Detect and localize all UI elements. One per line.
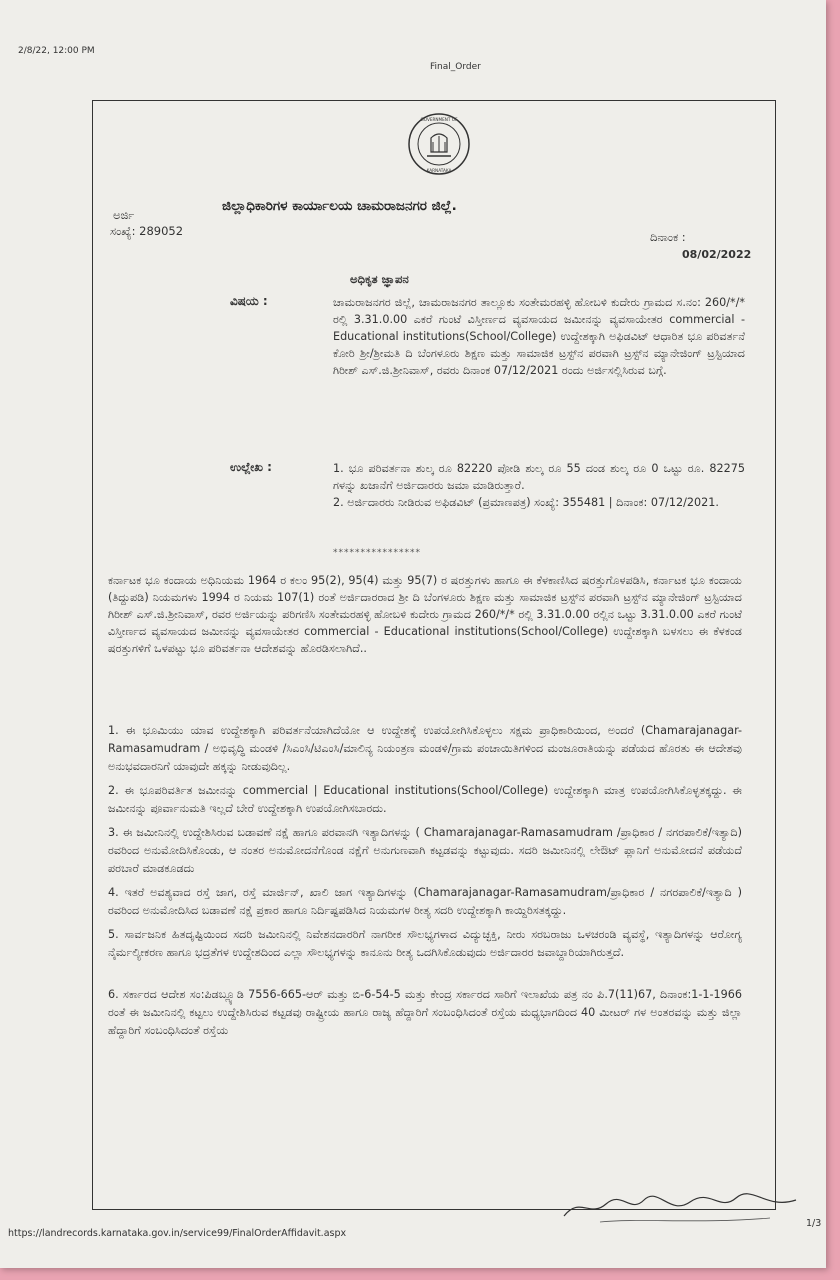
reference-line-2: 2. ಅರ್ಜಿದಾರರು ನೀಡಿರುವ ಅಫಿಡವಿಟ್ (ಪ್ರಮಾಣಪತ್ರ) ಸಂಖ್ಯೆ: 355481 | ದಿನಾಂಕ: 07/12/2021. xyxy=(333,496,719,509)
reference-line-1: 1. ಭೂ ಪರಿವರ್ತನಾ ಶುಲ್ಕ ರೂ 82220 ಪೋಡಿ ಶುಲ್ಕ ರೂ 55 ದಂಡ ಶುಲ್ಕ ರೂ 0 ಒಟ್ಟು ರೂ. 82275 ಗಳನ್ನು ಖಜಾನೆಗೆ ಅರ್ಜಿದಾರರು ಜಮಾ ಮಾಡಿರುತ್ತಾರೆ. xyxy=(333,462,745,492)
separator: **************** xyxy=(333,548,421,558)
print-title: Final_Order xyxy=(430,62,481,72)
application-label: ಅರ್ಜಿ xyxy=(113,208,135,222)
date-label: ದಿನಾಂಕ : xyxy=(650,230,686,244)
date-value: 08/02/2022 xyxy=(682,248,752,261)
application-number-row xyxy=(110,224,183,239)
condition-2: 2. ಈ ಭೂಪರಿವರ್ತಿತ ಜಮೀನನ್ನು commercial | Educational institutions(School/College) ಉದ್ದೇಶಕ್ಕಾಗಿ ಮಾತ್ರ ಉಪಯೋಗಿಸಿಕೊಳ್ಳತಕ್ಕದ್ದು. ಈ ಜಮೀನನ್ನು ಪೂರ್ವಾನುಮತಿ ಇಲ್ಲದೆ ಬೇರೆ ಉದ್ದೇಶಕ್ಕಾಗಿ ಉಪಯೋಗಿಸಬಾರದು. xyxy=(108,784,742,815)
application-number-label: ಸಂಖ್ಯೆ: xyxy=(110,224,136,238)
condition-6: 6. ಸರ್ಕಾರದ ಆದೇಶ ಸಂ:ಪಿಡಬ್ಲ್ಯೂಡಿ 7556-665-ಆರ್ ಮತ್ತು ಬಿ-6-54-5 ಮತ್ತು ಕೇಂದ್ರ ಸರ್ಕಾರದ ಸಾರಿಗೆ ಇಲಾಖೆಯ ಪತ್ರ ನಂ ಪಿ.7(11)67, ದಿನಾಂಕ:1-1-1966 ರಂತೆ ಈ ಜಮೀನಿನಲ್ಲಿ ಕಟ್ಟಲು ಉದ್ದೇಶಿಸಿರುವ ಕಟ್ಟಡವು ರಾಷ್ಟ್ರೀಯ ಹಾಗೂ ರಾಜ್ಯ ಹೆದ್ದಾರಿಗೆ ಸಂಬಂಧಿಸಿದಂತೆ ರಸ್ತೆಯ ಮಧ್ಯಭಾಗದಿಂದ 40 ಮೀಟರ್ ಗಳ ಅಂತರವನ್ನು ಮತ್ತು ಜಿಲ್ಲಾ ಹೆದ್ದಾರಿಗೆ ಸಂಬಂಧಿಸಿದಂತೆ ರಸ್ತೆಯ xyxy=(108,988,742,1037)
condition-3: 3. ಈ ಜಮೀನಿನಲ್ಲಿ ಉದ್ದೇಶಿಸಿರುವ ಬಡಾವಣೆ ನಕ್ಷೆ ಹಾಗೂ ಪರವಾನಗಿ ಇತ್ಯಾದಿಗಳನ್ನು ( Chamarajanagar-Ramasamudram /ಪ್ರಾಧಿಕಾರ / ನಗರಪಾಲಿಕೆ/ಇತ್ಯಾದಿ) ರವರಿಂದ ಅನುಮೋದಿಸಿಕೊಂಡು, ಆ ನಂತರ ಅನುಮೋದನೆಗೊಂಡ ನಕ್ಷೆಗೆ ಅನುಗುಣವಾಗಿ ಕಟ್ಟಡವನ್ನು ಕಟ್ಟುವುದು. ಸದರಿ ಜಮೀನಿನಲ್ಲಿ ಲೇಔಟ್ ಪ್ಲಾನಿಗೆ ಅನುಮೋದನೆ ಪಡೆಯದೆ ಪರಬಾರೆ ಮಾಡಕೂಡದು xyxy=(108,826,742,875)
page-number: 1/3 xyxy=(806,1218,822,1229)
conditions-list xyxy=(108,722,742,1046)
condition-1: 1. ಈ ಭೂಮಿಯು ಯಾವ ಉದ್ದೇಶಕ್ಕಾಗಿ ಪರಿವರ್ತನೆಯಾಗಿದೆಯೋ ಆ ಉದ್ದೇಶಕ್ಕೆ ಉಪಯೋಗಿಸಿಕೊಳ್ಳಲು ಸಕ್ಷಮ ಪ್ರಾಧಿಕಾರಿಯಿಂದ, ಅಂದರೆ (Chamarajanagar-Ramasamudram / ಅಭಿವೃದ್ಧಿ ಮಂಡಳಿ /ಸಿಎಂಸಿ/ಟಿಎಂಸಿ/ಮಾಲಿನ್ಯ ನಿಯಂತ್ರಣ ಮಂಡಳಿ/ಗ್ರಾಮ ಪಂಚಾಯಿತಿಗಳಿಂದ ಮಂಜೂರಾತಿಯನ್ನು ಪಡೆಯದ ಹೊರತು ಈ ಆದೇಶವು ಅನುಭವದಾರನಿಗೆ ಯಾವುದೇ ಹಕ್ಕನ್ನು ನೀಡುವುದಿಲ್ಲ. xyxy=(108,724,742,773)
emblem-text-bottom: KARNATAKA xyxy=(426,168,452,173)
karnataka-emblem-icon xyxy=(407,112,471,176)
reference-body xyxy=(333,460,745,511)
subject-label: ವಿಷಯ : xyxy=(230,294,268,308)
order-intro: ಕರ್ನಾಟಕ ಭೂ ಕಂದಾಯ ಅಧಿನಿಯಮ 1964 ರ ಕಲಂ 95(2), 95(4) ಮತ್ತು 95(7) ರ ಷರತ್ತುಗಳು ಹಾಗೂ ಈ ಕೆಳಕಾಣಿಸಿದ ಷರತ್ತುಗೊಳಪಡಿಸಿ, ಕರ್ನಾಟಕ ಭೂ ಕಂದಾಯ (ತಿದ್ದುಪಡಿ) ನಿಯಮಗಳು 1994 ರ ನಿಯಮ 107(1) ರಂತೆ ಅರ್ಜಿದಾರರಾದ ಶ್ರೀ ದಿ ಬೆಂಗಳೂರು ಶಿಕ್ಷಣ ಮತ್ತು ಸಾಮಾಜಿಕ ಟ್ರಸ್ಟ್‌ನ ಪರವಾಗಿ ಟ್ರಸ್ಟ್‌ನ ಮ್ಯಾನೇಜಿಂಗ್ ಟ್ರಸ್ಟಿಯಾದ ಗಿರೀಶ್ ಎಸ್.ಜಿ.ಶ್ರೀನಿವಾಸ್, ರವರ ಅರ್ಜಿಯನ್ನು ಪರಿಗಣಿಸಿ ಸಂತೇಮರಹಳ್ಳಿ ಹೋಬಳಿ ಕುದೇರು ಗ್ರಾಮದ 260/*/* ರಲ್ಲಿ 3.31.0.00 ರಲ್ಲಿನ ಒಟ್ಟು 3.31.0.00 ಎಕರೆ ಗುಂಟೆ ವಿಸ್ತೀರ್ಣದ ವ್ಯವಸಾಯದ ಜಮೀನನ್ನು ವ್ಯವಸಾಯೇತರ commercial - Educational institutions(School/College) ಉದ್ದೇಶಕ್ಕಾಗಿ ಬಳಸಲು ಈ ಕೆಳಕಂಡ ಷರತ್ತುಗಳಿಗೆ ಒಳಪಟ್ಟು ಭೂ ಪರಿವರ್ತನಾ ಆದೇಶವನ್ನು ಹೊರಡಿಸಲಾಗಿದೆ.. xyxy=(108,574,742,655)
application-number: 289052 xyxy=(139,224,184,238)
office-heading: ಜಿಲ್ಲಾಧಿಕಾರಿಗಳ ಕಾರ್ಯಾಲಯ ಚಾಮರಾಜನಗರ ಜಿಲ್ಲೆ. xyxy=(222,198,457,214)
signature-scribble-icon xyxy=(560,1188,800,1228)
condition-4: 4. ಇತರೆ ಅವಶ್ಯವಾದ ರಸ್ತೆ ಜಾಗ, ರಸ್ತೆ ಮಾರ್ಜಿನ್, ಖಾಲಿ ಜಾಗ ಇತ್ಯಾದಿಗಳನ್ನು (Chamarajanagar-Ramasamudram/ಪ್ರಾಧಿಕಾರ / ನಗರಪಾಲಿಕೆ/ಇತ್ಯಾದಿ ) ರವರಿಂದ ಅನುಮೋದಿಸಿದ ಬಡಾವಣೆ ನಕ್ಷೆ ಪ್ರಕಾರ ಹಾಗೂ ನಿರ್ದಿಷ್ಟಪಡಿಸಿದ ನಿಯಮಗಳ ರೀತ್ಯ ಸದರಿ ಉದ್ದೇಶಕ್ಕಾಗಿ ಕಾಯ್ದಿರಿಸತಕ್ಕದ್ದು. xyxy=(108,886,742,917)
emblem-text-top: GOVERNMENT OF xyxy=(420,117,458,122)
subject-text: ಚಾಮರಾಜನಗರ ಜಿಲ್ಲೆ, ಚಾಮರಾಜನಗರ ತಾಲ್ಲೂಕು ಸಂತೇಮರಹಳ್ಳಿ ಹೋಬಳಿ ಕುದೇರು ಗ್ರಾಮದ ಸ.ನಂ: 260/*/* ರಲ್ಲಿ 3.31.0.00 ಎಕರೆ ಗುಂಟೆ ವಿಸ್ತೀರ್ಣದ ವ್ಯವಸಾಯದ ಜಮೀನನ್ನು ವ್ಯವಸಾಯೇತರ commercial - Educational institutions(School/College) ಉದ್ದೇಶಕ್ಕಾಗಿ ಅಫಿಡವಿಟ್ ಆಧಾರಿತ ಭೂ ಪರಿವರ್ತನೆ ಕೋರಿ ಶ್ರೀ/ಶ್ರೀಮತಿ ದಿ ಬೆಂಗಳೂರು ಶಿಕ್ಷಣ ಮತ್ತು ಸಾಮಾಜಿಕ ಟ್ರಸ್ಟ್‌ನ ಪರವಾಗಿ ಟ್ರಸ್ಟ್‌ನ ಮ್ಯಾನೇಜಿಂಗ್ ಟ್ರಸ್ಟಿಯಾದ ಗಿರೀಶ್ ಎಸ್.ಜಿ.ಶ್ರೀನಿವಾಸ್, ರವರು ದಿನಾಂಕ 07/12/2021 ರಂದು ಅರ್ಜಿಸಲ್ಲಿಸಿರುವ ಬಗ್ಗೆ. xyxy=(333,296,745,377)
reference-label: ಉಲ್ಲೇಖ : xyxy=(230,460,272,474)
condition-5: 5. ಸಾರ್ವಜನಿಕ ಹಿತದೃಷ್ಟಿಯಿಂದ ಸದರಿ ಜಮೀನಿನಲ್ಲಿ ನಿವೇಶನದಾರರಿಗೆ ನಾಗರೀಕ ಸೌಲಭ್ಯಗಳಾದ ವಿದ್ಯುಚ್ಛಕ್ತಿ, ನೀರು ಸರಬರಾಜು ಒಳಚರಂಡಿ ವ್ಯವಸ್ಥೆ, ಇತ್ಯಾದಿಗಳನ್ನು ಆರೋಗ್ಯ ನೈರ್ಮಲ್ಯೀಕರಣ ಹಾಗೂ ಭದ್ರತೆಗಳ ಉದ್ದೇಶದಿಂದ ಎಲ್ಲಾ ಸೌಲಭ್ಯಗಳನ್ನು ಕಾನೂನು ರೀತ್ಯ ಒದಗಿಸಿಕೊಡುವುದು ಅರ್ಜಿದಾರರ ಜವಾಬ್ದಾರಿಯಾಗಿರುತ್ತದೆ. xyxy=(108,928,742,959)
notice-title: ಅಧಿಕೃತ ಜ್ಞಾಪನ xyxy=(350,272,409,286)
footer-url: https://landrecords.karnataka.gov.in/service99/FinalOrderAffidavit.aspx xyxy=(8,1228,347,1239)
print-datetime: 2/8/22, 12:00 PM xyxy=(18,46,95,56)
